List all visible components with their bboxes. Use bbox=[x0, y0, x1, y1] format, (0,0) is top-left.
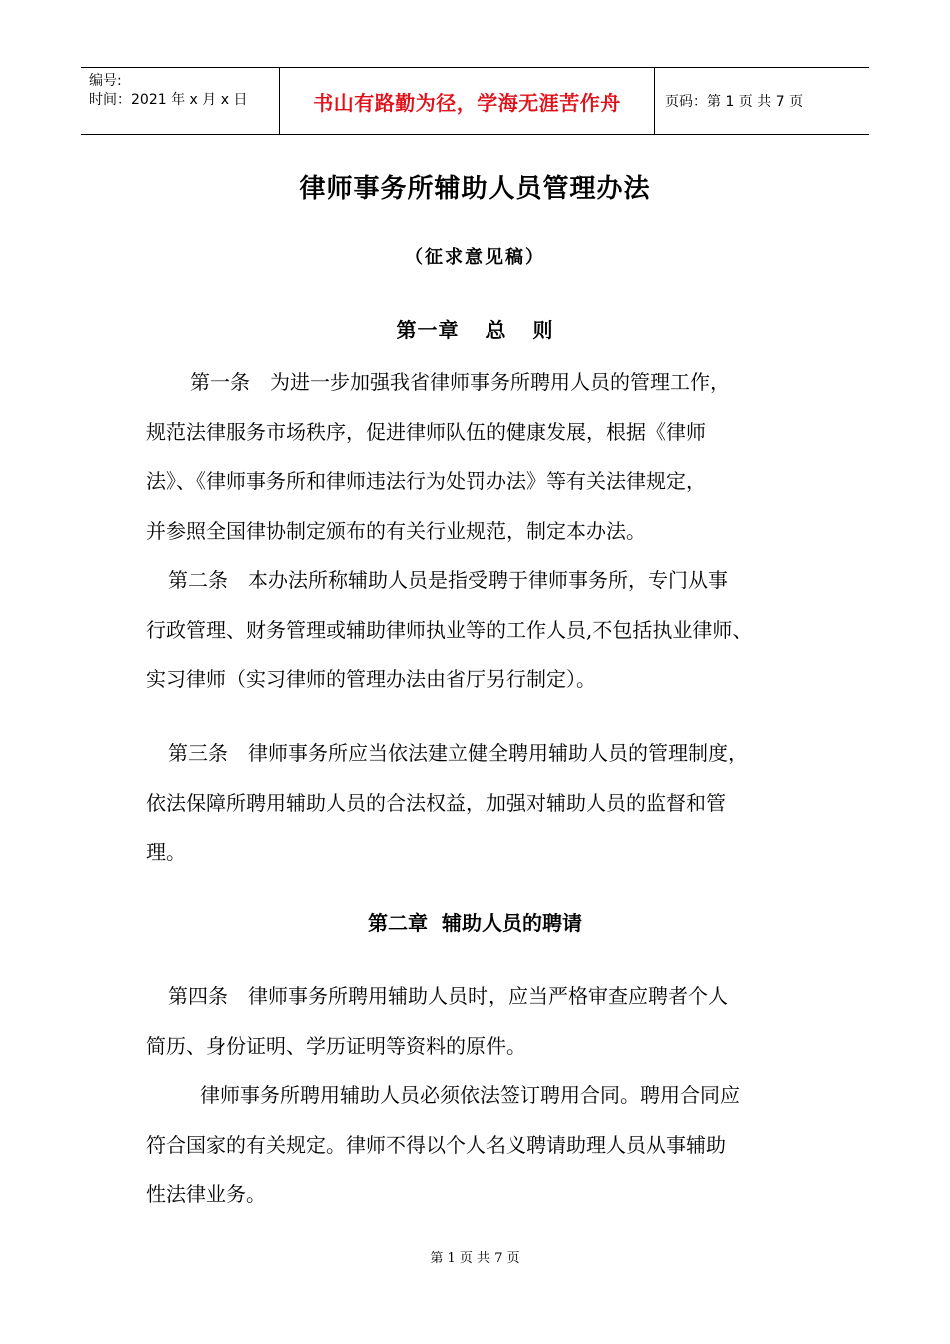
article-1-line-2: 规范法律服务市场秩序，促进律师队伍的健康发展，根据《律师 bbox=[146, 420, 706, 444]
time-label: 时间：2021 年 x 月 x 日 bbox=[89, 92, 248, 108]
header-page-cell bbox=[655, 68, 869, 134]
article-1-line-3: 法》、《律师事务所和律师违法行为处罚办法》等有关法律规定， bbox=[146, 469, 706, 493]
article-1-line-1: 第一条 为进一步加强我省律师事务所聘用人员的管理工作， bbox=[190, 370, 730, 394]
article-4-line-4: 符合国家的有关规定。律师不得以个人名义聘请助理人员从事辅助 bbox=[146, 1133, 726, 1157]
article-2-line-2: 行政管理、财务管理或辅助律师执业等的工作人员,不包括执业律师、 bbox=[146, 618, 753, 642]
article-2-line-1: 第二条 本办法所称辅助人员是指受聘于律师事务所，专门从事 bbox=[168, 568, 728, 592]
motto: 书山有路勤为径，学海无涯苦作舟 bbox=[313, 90, 621, 115]
header-table bbox=[81, 67, 869, 135]
article-3-line-2: 依法保障所聘用辅助人员的合法权益，加强对辅助人员的监督和管 bbox=[146, 791, 726, 815]
chapter-2-number: 第二章 bbox=[368, 911, 428, 935]
article-4-line-3: 律师事务所聘用辅助人员必须依法签订聘用合同。聘用合同应 bbox=[200, 1083, 740, 1107]
article-4-line-2: 简历、身份证明、学历证明等资料的原件。 bbox=[146, 1034, 526, 1058]
chapter-2-heading bbox=[0, 907, 950, 936]
number-label: 编号: bbox=[89, 73, 122, 89]
chapter-1-heading bbox=[0, 314, 950, 343]
header-meta-cell bbox=[81, 68, 280, 134]
article-4-line-5: 性法律业务。 bbox=[146, 1182, 266, 1206]
chapter-1-word-b: 则 bbox=[532, 318, 554, 342]
document-title: 律师事务所辅助人员管理办法 bbox=[299, 174, 651, 204]
article-1-line-4: 并参照全国律协制定颁布的有关行业规范，制定本办法。 bbox=[146, 519, 646, 543]
article-2-line-3: 实习律师（实习律师的管理办法由省厅另行制定）。 bbox=[146, 667, 596, 691]
document-subtitle: （征求意见稿） bbox=[405, 247, 545, 268]
page-code: 页码：第 1 页 共 7 页 bbox=[665, 94, 804, 110]
chapter-2-name: 辅助人员的聘请 bbox=[442, 911, 582, 935]
article-3-line-3: 理。 bbox=[146, 840, 186, 864]
header-motto-cell bbox=[280, 68, 655, 134]
article-3-line-1: 第三条 律师事务所应当依法建立健全聘用辅助人员的管理制度， bbox=[168, 741, 748, 765]
chapter-1-number: 第一章 bbox=[396, 318, 460, 342]
page-footer: 第 1 页 共 7 页 bbox=[430, 1251, 520, 1266]
chapter-1-word-a: 总 bbox=[485, 318, 507, 342]
article-4-line-1: 第四条 律师事务所聘用辅助人员时，应当严格审查应聘者个人 bbox=[168, 984, 728, 1008]
